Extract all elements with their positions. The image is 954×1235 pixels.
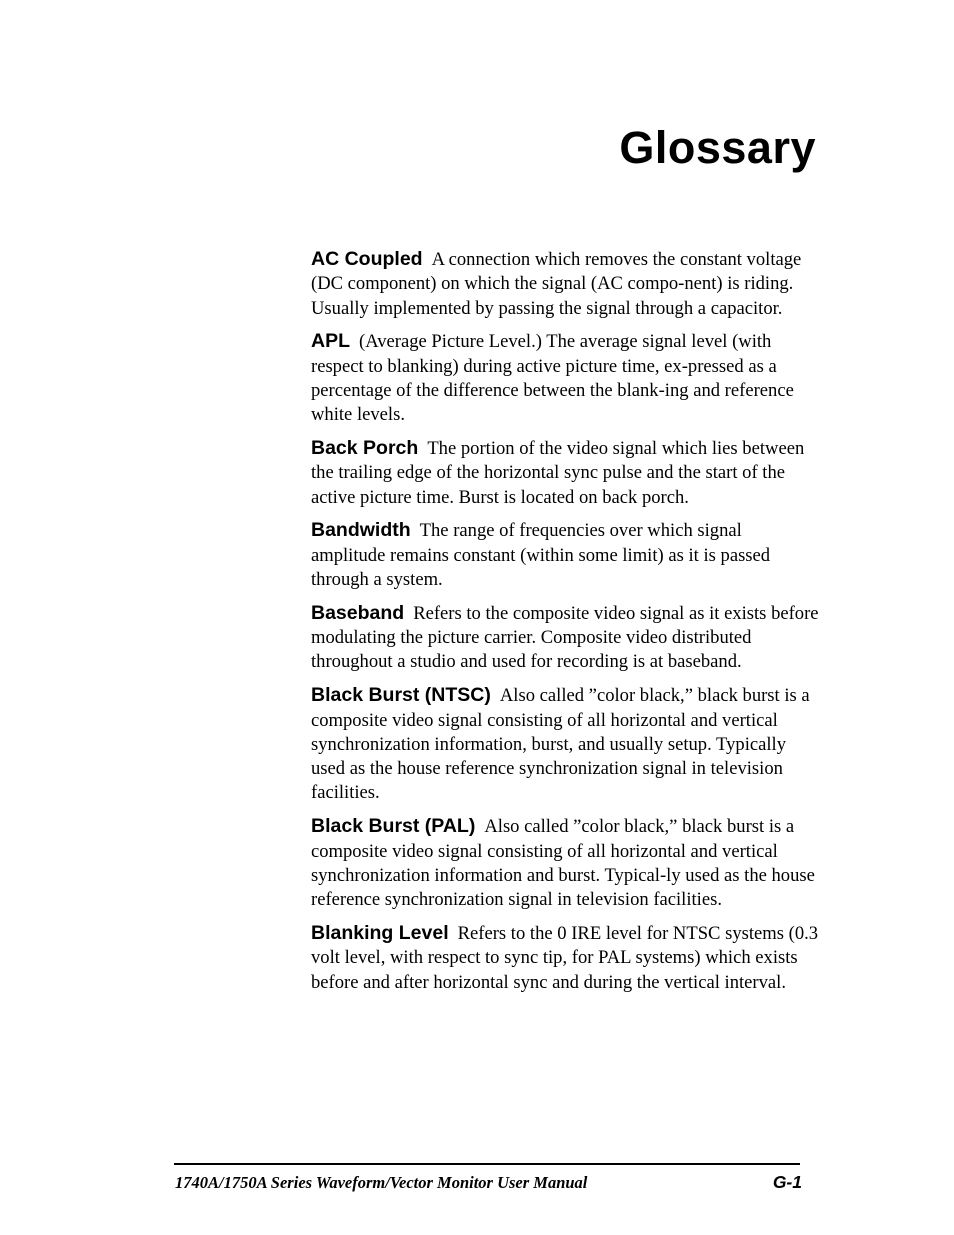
glossary-definition: Also called ”color black,” black burst is a composite video signal consisting of all horizontal and vertical synchronization information and burst. Typical-ly used as the house reference synchronization signal in television facilities. xyxy=(311,816,815,911)
glossary-definition: The range of frequencies over which signal amplitude remains constant (within some limit) as it is passed through a system. xyxy=(311,520,771,591)
glossary-entry-ac-coupled xyxy=(311,247,819,321)
glossary-term: Black Burst (PAL) xyxy=(311,815,476,838)
glossary-term: AC Coupled xyxy=(311,248,423,270)
glossary-entry-back-porch xyxy=(311,436,819,510)
glossary-definition: Refers to the 0 IRE level for NTSC systems (0.3 volt level, with respect to sync tip, for PAL systems) which exists before and after horizontal sync and during the vertical interval. xyxy=(311,922,819,993)
glossary-definition: Refers to the composite video signal as it exists before modulating the picture carrier. Composite video distributed throughout a studio and used for recording is at baseband. xyxy=(311,602,819,673)
glossary-entry-black-burst-pal xyxy=(311,814,819,912)
glossary-definition: A connection which removes the constant voltage (DC component) on which the signal (AC compo-nent) is riding. Usually implemented by passing the signal through a capacitor. xyxy=(311,249,802,319)
page-title: Glossary xyxy=(619,122,816,173)
glossary-term: Blanking Level xyxy=(311,921,449,944)
footer-manual-title: 1740A/1750A Series Waveform/Vector Monitor User Manual xyxy=(175,1173,588,1192)
glossary-term: Baseband xyxy=(311,601,405,624)
glossary-definition: The portion of the video signal which lies between the trailing edge of the horizontal sync pulse and the start of the active picture time. Burst is located on back porch. xyxy=(311,438,805,508)
glossary-entry-black-burst-ntsc xyxy=(311,683,819,805)
glossary-definition: (Average Picture Level.) The average signal level (with respect to blanking) during active picture time, ex-pressed as a percentage of the difference between the blank-ing and reference white levels. xyxy=(311,331,794,426)
glossary-list xyxy=(311,247,819,1003)
footer-divider xyxy=(174,1163,800,1165)
glossary-term: Back Porch xyxy=(311,437,419,460)
glossary-definition: Also called ”color black,” black burst is a composite video signal consisting of all horizontal and vertical synchronization information, burst, and usually setup. Typically used as the house reference synchronization signal in television facilities. xyxy=(311,685,810,804)
glossary-entry-apl xyxy=(311,329,819,427)
footer-page-number: G-1 xyxy=(772,1172,802,1192)
glossary-entry-baseband xyxy=(311,601,819,675)
glossary-entry-bandwidth xyxy=(311,518,819,592)
glossary-term: Black Burst (NTSC) xyxy=(311,684,491,707)
glossary-term: Bandwidth xyxy=(311,519,411,542)
glossary-entry-blanking-level xyxy=(311,921,819,995)
glossary-term: APL xyxy=(311,330,350,353)
